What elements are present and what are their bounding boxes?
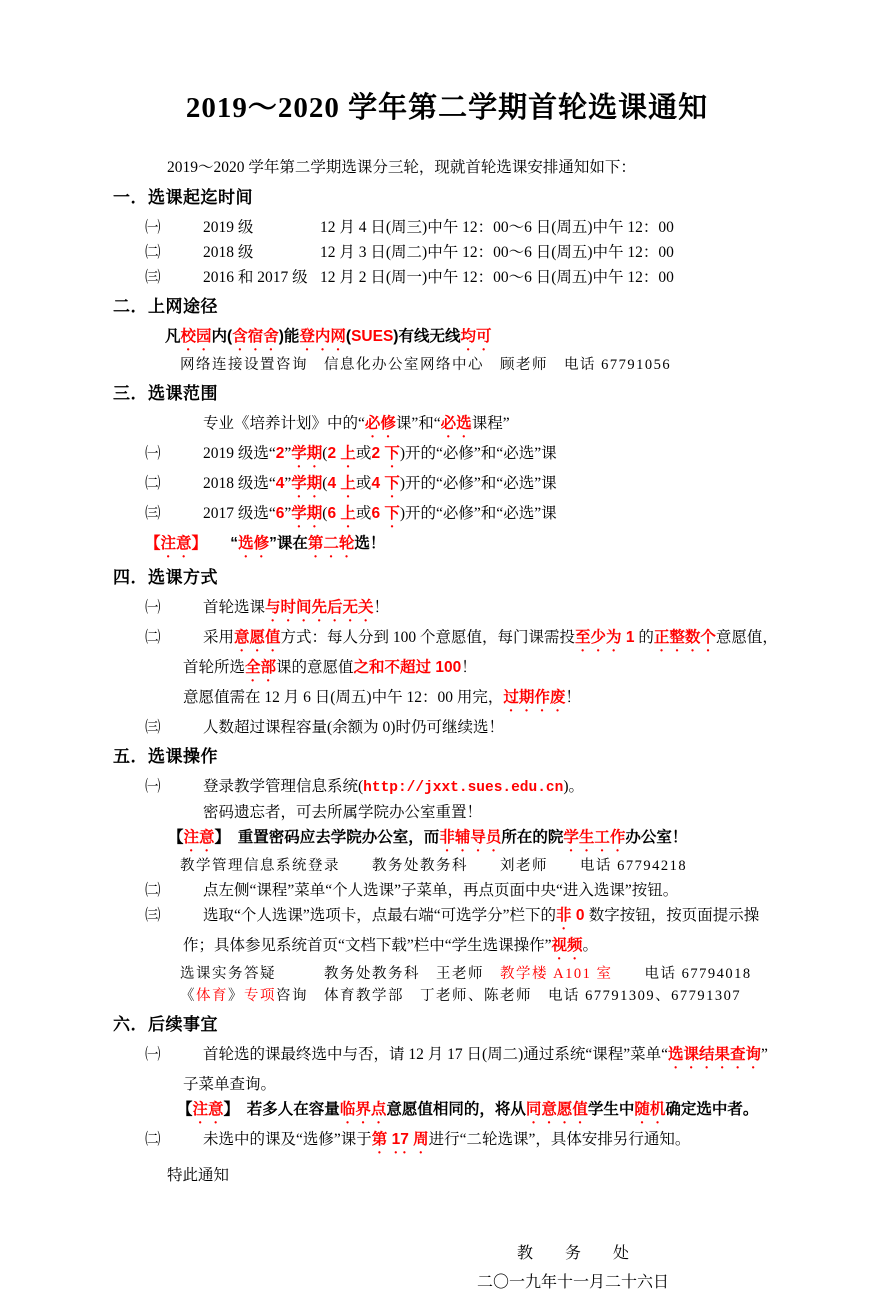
text-segment: )开的“必修”和“必选”课 [399,474,557,492]
text-segment: 选修 [238,534,270,552]
text-segment: ”子菜单查询。 [183,1046,768,1093]
text-segment: 6 [275,504,285,522]
text-segment: ” [284,504,292,522]
practice-qa-contact-line [113,963,781,985]
list-item-grade-2018 [113,240,781,265]
text-segment: 1 [621,628,635,646]
text-segment: 校园 [180,328,212,346]
text-segment: 与时间先后无关 [265,598,374,616]
text-segment: 学期 [291,444,323,462]
text-segment: 【 [168,829,184,847]
section-heading-times: 一．选课起迄时间 [113,187,253,207]
text-segment: 2017 级选“ [203,504,276,522]
item-marker: ㈠ [145,444,161,462]
grade-label: 2018 级 [203,243,254,261]
item-marker: ㈡ [145,474,161,492]
signature-date: 二〇一九年十一月二十六日 [476,1274,669,1292]
text-segment: 下 [384,504,400,522]
network-access-line [113,324,781,354]
text-segment: 采用 [203,628,235,646]
text-segment: 4 [275,474,285,492]
scope-line [113,411,781,441]
text-segment: ( [322,474,328,492]
text-segment: 下 [384,444,400,462]
text-segment: 选取“个人选课”选项卡，点最右端“可选学分”栏下的 [203,907,557,925]
item-text [203,778,584,795]
section-heading-followup: 六．后续事宜 [113,1014,218,1034]
text-segment: ( [322,504,328,522]
time-range: 12 月 4 日(周三)中午 12：00～6 日(周五)中午 12：00 [320,218,674,236]
item-marker: ㈢ [145,504,161,522]
system-login-contact-line: 教学管理信息系统登录 教务处教务科 刘老师 电话 67794218 [180,858,688,875]
list-item-scope-2019 [113,441,781,471]
text-segment: 上 [340,474,356,492]
text-segment: )开的“必修”和“必选”课 [399,504,557,522]
signature-department: 教 务 处 [516,1245,629,1263]
text-segment: SUES [351,328,394,346]
item-text [203,445,557,462]
text-segment: ”课在 [269,534,308,552]
signature-block [477,1240,669,1298]
text-segment: 】 [214,829,223,847]
text-segment: 含宿舍 [232,328,279,346]
item-text [183,907,759,954]
text-segment: 至少为 [575,628,622,646]
text-segment: 《 [180,988,196,1005]
text-segment: )。 [563,777,584,795]
item-marker: ㈡ [145,628,161,646]
text-segment: 同意愿值 [525,1101,588,1119]
text-segment: 上 [340,504,356,522]
text-segment: 【 [177,1101,193,1119]
list-item-operation-3 [113,903,781,963]
grade-label: 2016 和 2017 级 [203,268,308,286]
list-item-grade-2016-2017 [113,265,781,290]
text-segment: 学期 [291,474,323,492]
section-heading-scope: 三．选课范围 [113,383,218,403]
text-segment: 若多人在容量 [231,1101,340,1119]
time-range: 12 月 2 日(周一)中午 12：00～6 日(周五)中午 12：00 [320,268,674,286]
text-segment: 全部 [245,658,277,676]
item-text [183,1046,768,1093]
text-segment: “ [199,534,239,552]
text-segment: 】 [191,534,200,552]
list-item-operation-2 [113,878,781,903]
item-text: 人数超过课程容量(余额为 0)时仍可继续选！ [203,718,504,736]
item-marker: ㈡ [145,1131,161,1149]
text-segment: 选课实务答疑 教务处教务科 王老师 [180,966,500,983]
list-item-method-1 [113,595,781,625]
text-segment: )开的“必修”和“必选”课 [399,444,557,462]
list-item-operation-1 [113,774,781,800]
scope-note-line [113,531,781,561]
text-segment: ( [322,444,328,462]
item-marker: ㈡ [145,243,161,261]
text-segment: 非 [556,907,572,925]
text-segment: 或 [355,504,372,522]
text-segment: ( [345,328,352,346]
list-item-followup-2 [113,1127,781,1157]
text-segment: 选！ [354,534,386,552]
text-segment: 重置密码应去学院办公室，而 [222,829,440,847]
text-segment: 学生工作 [563,829,626,847]
text-segment: 2 [371,444,385,462]
text-segment: 学生中 [587,1101,635,1119]
text-segment: 体育 [196,988,228,1005]
text-segment: 进行“二轮选课”，具体安排另行通知。 [428,1131,691,1149]
text-segment: ！ [461,658,477,676]
text-segment: 4 [327,474,341,492]
text-segment: 之和不超过 100 [353,658,462,676]
page-title: 2019～2020 学年第二学期首轮选课通知 [185,92,709,124]
item-text [203,1131,690,1148]
item-text [203,599,389,616]
text-segment: 或 [355,444,372,462]
time-range: 12 月 3 日(周二)中午 12：00～6 日(周五)中午 12：00 [320,243,674,261]
text-segment: 6 [371,504,385,522]
text-segment: 首轮选的课最终选中与否，请 12 月 17 日(周二)通过系统“课程”菜单“ [203,1046,668,1063]
text-segment: 专项 [244,988,276,1005]
item-marker: ㈢ [145,268,161,286]
text-segment: 】 [223,1101,232,1119]
text-segment: 随机 [634,1101,666,1119]
pe-consult-contact-line [113,985,781,1007]
closing-line: 特此通知 [167,1167,230,1185]
password-reset-line: 密码遗忘者，可去所属学院办公室重置！ [203,804,483,822]
item-marker: ㈢ [145,907,161,925]
text-segment: 学期 [291,504,323,522]
tie-break-note-line [113,1097,781,1127]
text-segment: 2019 级选“ [203,444,276,462]
text-segment: 第二轮 [307,534,355,552]
text-segment: ” [284,474,292,492]
network-contact-line: 网络连接设置咨询 信息化办公室网络中心 顾老师 电话 67791056 [180,357,672,374]
course-system-url-link[interactable]: http://jxxt.sues.edu.cn [363,779,564,796]
text-segment: 的 [634,628,654,646]
item-text [203,475,557,492]
text-segment: ！ [565,688,581,706]
item-marker: ㈠ [145,777,161,795]
list-item-method-3 [113,715,781,740]
text-segment: )能 [278,328,300,346]
text-segment: 选课结果查询 [667,1046,761,1063]
text-segment: 【 [145,534,161,552]
intro-paragraph: 2019～2020 学年第二学期选课分三轮，现就首轮选课安排通知如下： [167,158,636,176]
text-segment: 课”和“ [395,414,441,432]
text-segment: 课程” [471,414,510,432]
list-item-scope-2018 [113,471,781,501]
text-segment: 。 [582,937,599,955]
text-segment: 登录教学管理信息系统( [203,777,364,795]
text-segment: 必选 [440,414,472,432]
text-segment: 数字按钮，按页面提示操作；具体参见系统首页“文档下载”栏中“学生选课操作” [183,907,760,955]
list-item-method-2 [113,625,781,685]
text-segment: 视频 [551,937,583,955]
text-segment: 注意 [160,534,192,552]
item-text [203,505,557,522]
text-segment: 2018 级选“ [203,474,276,492]
password-note-line [113,825,781,855]
item-marker: ㈠ [145,1046,161,1063]
text-segment: 首轮选课 [203,598,266,616]
item-marker: ㈢ [145,718,161,736]
text-segment: 咨询 体育教学部 丁老师、陈老师 电话 67791309、67791307 [276,988,742,1005]
text-segment: 教学楼 A101 室 [500,966,613,983]
text-segment: 注意 [192,1101,224,1119]
text-segment: 2 [275,444,285,462]
item-marker: ㈠ [145,218,161,236]
text-segment: 0 [571,907,589,925]
text-segment: 第 17 周 [371,1131,429,1149]
text-segment: 4 [371,474,385,492]
text-segment: 办公室！ [625,829,688,847]
text-segment: 电话 67794018 [612,966,752,983]
text-segment: 方式：每人分到 100 个意愿值，每门课需投 [280,628,576,646]
text-segment: 均可 [460,328,492,346]
text-segment: 》 [228,988,244,1005]
list-item-followup-1 [113,1042,781,1097]
text-segment: 下 [384,474,400,492]
text-segment: ！ [373,598,390,616]
text-segment: 课的意愿值 [276,658,354,676]
text-segment: 临界点 [339,1101,387,1119]
text-segment: 所在的院 [501,829,564,847]
text-segment: 上 [340,444,356,462]
text-segment: 凡 [165,328,181,346]
section-heading-network: 二．上网途径 [113,297,218,317]
text-segment: 或 [355,474,372,492]
text-segment: 2 [327,444,341,462]
item-text: 点左侧“课程”菜单“个人选课”子菜单，再点页面中央“进入选课”按钮。 [203,881,679,899]
text-segment: 意愿值 [234,628,281,646]
text-segment: 未选中的课及“选修”课于 [203,1131,372,1149]
text-segment: 专业《培养计划》中的“ [203,414,365,432]
text-segment: 非辅导员 [439,829,502,847]
text-segment: )有线无线 [393,328,461,346]
section-heading-method: 四．选课方式 [113,567,218,587]
text-segment: ” [284,444,292,462]
item-text [183,629,778,676]
text-segment: 确定选中者。 [665,1101,759,1119]
text-segment: 必修 [364,414,396,432]
text-segment: 6 [327,504,341,522]
text-segment: 登内网 [299,328,346,346]
text-segment: 意愿值需在 12 月 6 日(周五)中午 12：00 用完， [183,688,504,706]
grade-label: 2019 级 [203,218,254,236]
method-2-deadline-line [113,685,781,715]
text-segment: 过期作废 [503,688,566,706]
item-marker: ㈡ [145,881,161,899]
section-heading-operation: 五．选课操作 [113,746,218,766]
text-segment: 意愿值，首轮所选 [183,628,778,676]
text-segment: 内( [211,328,233,346]
list-item-grade-2019 [113,215,781,240]
text-segment: 正整数个 [653,628,716,646]
text-segment: 注意 [183,829,215,847]
list-item-scope-2017 [113,501,781,531]
text-segment: 意愿值相同的，将从 [386,1101,526,1119]
item-marker: ㈠ [145,598,161,616]
